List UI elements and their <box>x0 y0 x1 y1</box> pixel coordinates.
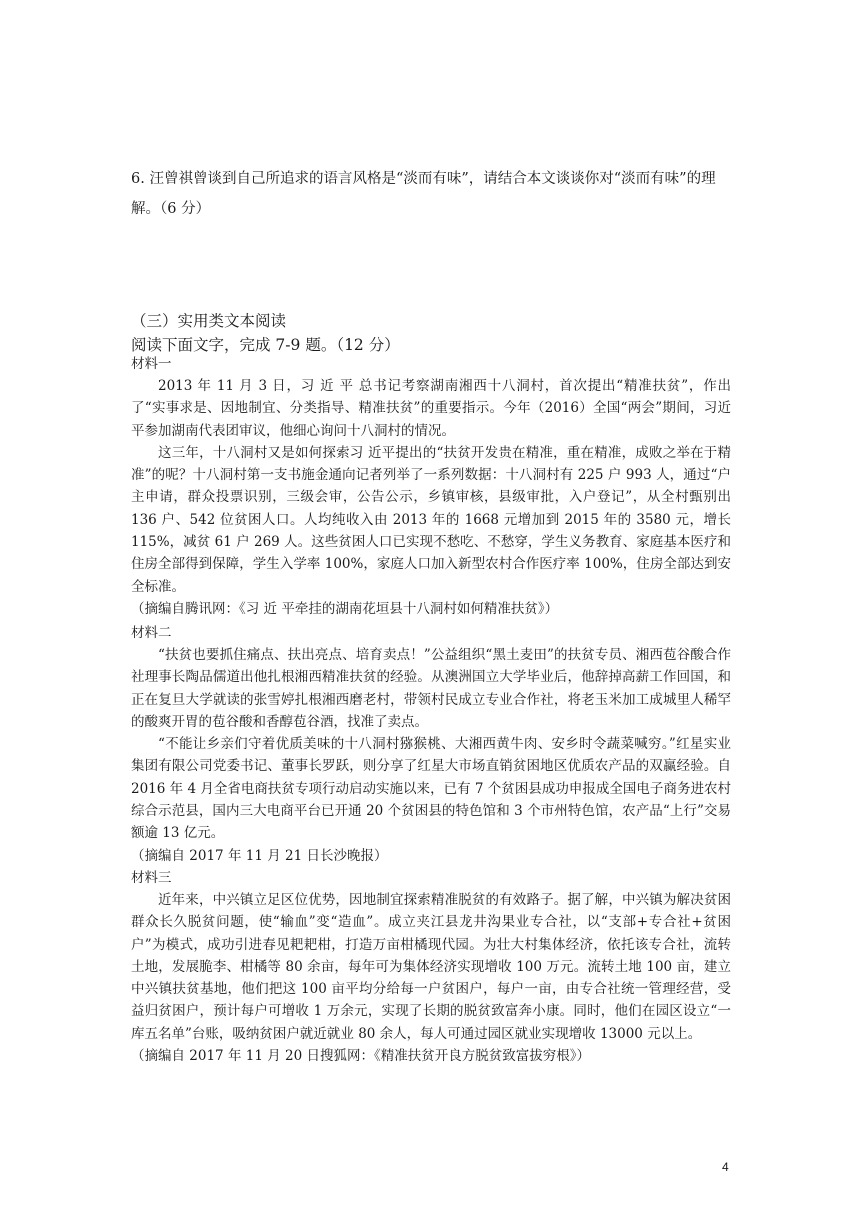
question-6: 6. 汪曾祺曾谈到自己所追求的语言风格是“淡而有味”，请结合本文谈谈你对“淡而有味”的理解。（6 分） <box>131 170 716 217</box>
material-paragraph: “不能让乡亲们守着优质美味的十八洞村猕猴桃、大湘西黄牛肉、安乡时令蔬菜喊穷。”红星实业集团有限公司党委书记、董事长罗跃，则分享了红星大市场直销贫困地区优质农产品的双赢经验。自 2016 年 4 月全省电商扶贫专项行动启动实施以来，已有 7 个贫困县成功申报成全国电子商务进农村综合示范县，国内三大电商平台已开通 20 个贫困县的特色馆和 3 个市州特色馆，农产品“上行”交易额逾 13 亿元。 <box>131 736 731 842</box>
material-source: （摘编自腾讯网：《习 近 平牵挂的湖南花垣县十八洞村如何精准扶贫》） <box>131 600 559 617</box>
material-label: 材料二 <box>131 625 172 641</box>
material-1 <box>131 353 731 620</box>
material-source: （摘编自 2017 年 11 月 21 日长沙晚报） <box>131 847 388 864</box>
section-header <box>131 309 731 357</box>
section-title: （三）实用类文本阅读 <box>131 312 287 330</box>
page-number: 4 <box>722 1160 729 1174</box>
material-paragraph: “扶贫也要抓住痛点、扶出亮点、培育卖点！”公益组织“黑土麦田”的扶贫专员、湘西苞谷酸合作社理事长陶品儒道出他扎根湘西精准扶贫的经验。从澳洲国立大学毕业后，他辞掉高薪工作回国，和正在复旦大学就读的张雪婷扎根湘西磨老村，带领村民成立专业合作社，将老玉米加工成城里人稀罕的酸爽开胃的苞谷酸和香醇苞谷酒，找准了卖点。 <box>131 647 731 730</box>
material-label: 材料三 <box>131 870 172 886</box>
material-paragraph: 这三年，十八洞村又是如何探索习 近平提出的“扶贫开发贵在精准，重在精准，成败之举在于精准”的呢？十八洞村第一支书施金通向记者列举了一系列数据：十八洞村有 225 户 993 人，通过“户主申请，群众投票识别，三级会审，公告公示，乡镇审核，县级审批，入户登记”，从全村甄别出 136 户、542 位贫困人口。人均纯收入由 2013 年的 1668 元增加到 2015 年的 3580 元，增长 115%，减贫 61 户 269 人。这些贫困人口已实现不愁吃、不愁穿，学生义务教育、家庭基本医疗和住房全部得到保障，学生入学率 100%，家庭人口加入新型农村合作医疗率 100%，住房全部达到安全标准。 <box>131 444 731 595</box>
material-paragraph: 2013 年 11 月 3 日，习 近 平 总书记考察湖南湘西十八洞村，首次提出“精准扶贫”，作出了“实事求是、因地制宜、分类指导、精准扶贫”的重要指示。今年（2016）全国“两会”期间，习近平参加湖南代表团审议，他细心询问十八洞村的情况。 <box>131 378 731 439</box>
material-source: （摘编自 2017 年 11 月 20 日搜狐网：《精准扶贫开良方脱贫致富拔穷根》） <box>131 1048 590 1065</box>
material-label: 材料一 <box>131 356 172 372</box>
material-2 <box>131 622 731 867</box>
material-paragraph: 近年来，中兴镇立足区位优势，因地制宜探索精准脱贫的有效路子。据了解，中兴镇为解决贫困群众长久脱贫问题，使“输血”变“造血”。成立夹江县龙井沟果业专合社，以“支部+专合社+贫困户”为模式，成功引进春见耙耙柑，打造万亩柑橘现代园。为壮大村集体经济，依托该专合社，流转土地，发展脆李、柑橘等 80 余亩，每年可为集体经济实现增收 100 万元。流转土地 100 亩，建立中兴镇扶贫基地，他们把这 100 亩平均分给每一户贫困户，每户一亩，由专合社统一管理经营，受益归贫困户，预计每户可增收 1 万余元，实现了长期的脱贫致富奔小康。同时，他们在园区设立“一库五名单”台账，吸纳贫困户就近就业 80 余人，每人可通过园区就业实现增收 13000 元以上。 <box>131 892 731 1042</box>
section-instruction: 阅读下面文字，完成 7-9 题。（12 分） <box>131 336 400 354</box>
material-3 <box>131 867 731 1067</box>
